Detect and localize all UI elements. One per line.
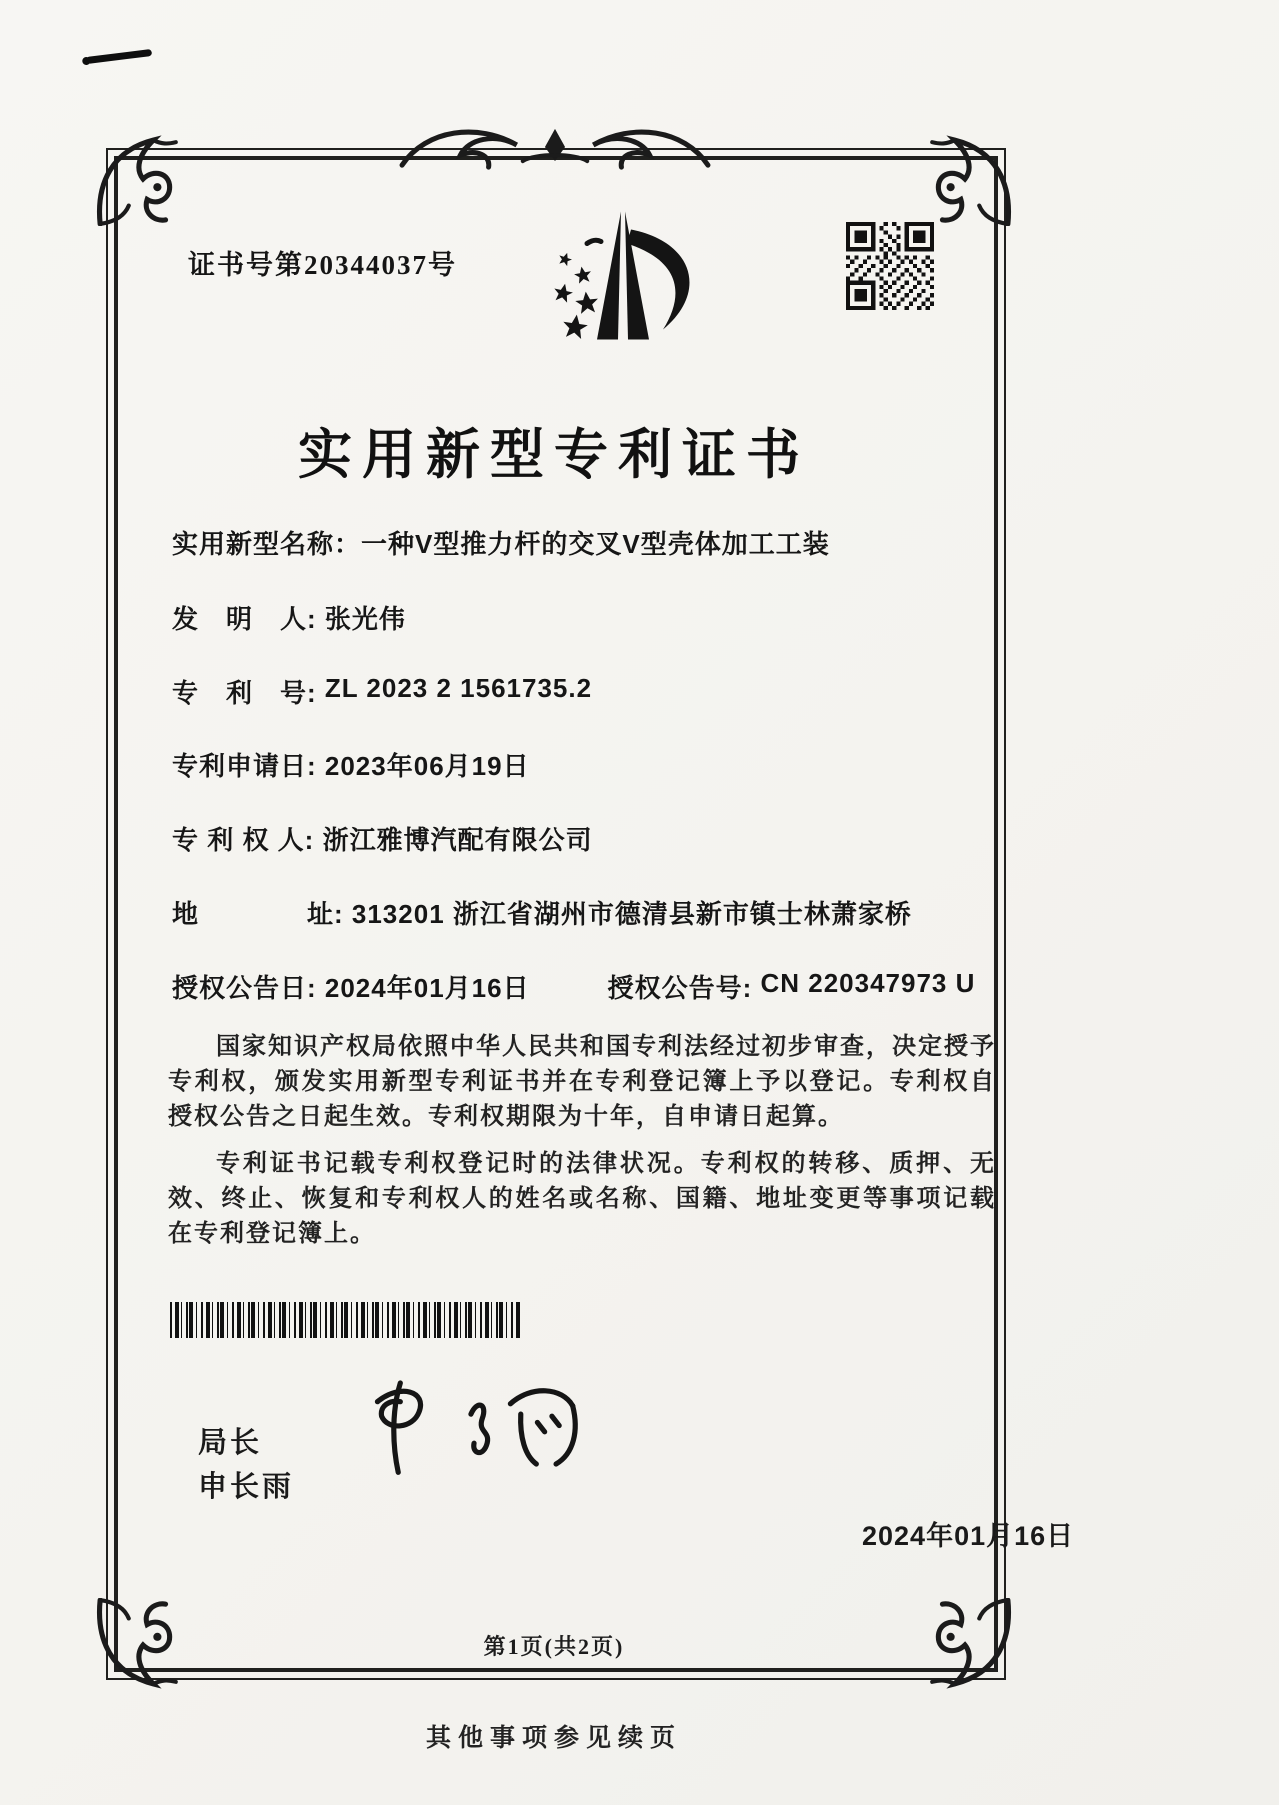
qr-code-icon — [845, 222, 935, 310]
field-label: 专 利 号: — [172, 678, 325, 708]
field-value: 313201 浙江省湖州市德清县新市镇士林萧家桥 — [351, 899, 912, 929]
corner-flourish-icon — [922, 134, 1014, 226]
field-utility-model-name — [172, 524, 1002, 561]
field-address — [172, 894, 1002, 931]
field-patent-number — [172, 673, 1002, 710]
field-value: 张光伟 — [324, 604, 406, 634]
top-border-ornament-icon — [394, 116, 716, 178]
director-signature-icon — [338, 1356, 608, 1491]
field-value: 浙江雅博汽配有限公司 — [322, 825, 593, 855]
certificate-title: 实用新型专利证书 — [298, 425, 810, 485]
field-label: 发 明 人: — [172, 604, 325, 634]
field-grant-announcement — [172, 968, 1002, 1005]
field-inventor — [172, 599, 1002, 636]
field-value: ZL 2023 2 1561735.2 — [324, 673, 593, 703]
page-indicator: 第1页(共2页) — [483, 1634, 625, 1659]
signer-name: 申长雨 — [198, 1471, 295, 1503]
continuation-note: 其他事项参见续页 — [425, 1725, 682, 1752]
field-label: 地 址: — [172, 899, 352, 929]
field-value: 一种V型推力杆的交叉V型壳体加工工装 — [361, 529, 830, 559]
field-value: CN 220347973 U — [760, 968, 976, 998]
field-patentee — [172, 820, 1002, 857]
field-label: 实用新型名称： — [172, 529, 362, 559]
barcode-icon — [170, 1302, 522, 1338]
certificate-number: 证书号第20344037号 — [188, 250, 457, 280]
legal-text-block — [168, 1030, 996, 1264]
field-label: 授权公告日: — [172, 973, 325, 1003]
signer-role: 局长 — [198, 1427, 263, 1459]
legal-paragraph: 国家知识产权局依照中华人民共和国专利法经过初步审查，决定授予专利权，颁发实用新型专利证书并在专利登记簿上予以登记。专利权自授权公告之日起生效。专利权期限为十年，自申请日起算。 — [168, 1034, 996, 1130]
issue-date: 2024年01月16日 — [862, 1521, 1075, 1551]
scan-artifact-mark — [86, 49, 152, 64]
corner-flourish-icon — [94, 134, 186, 226]
field-label: 专 利 权 人: — [172, 825, 323, 855]
field-value: 2023年06月19日 — [324, 751, 530, 781]
field-filing-date — [172, 746, 1002, 783]
legal-paragraph: 专利证书记载专利权登记时的法律状况。专利权的转移、质押、无效、终止、恢复和专利权人的姓名或名称、国籍、地址变更等事项记载在专利登记簿上。 — [168, 1151, 996, 1247]
field-value: 2024年01月16日 — [324, 973, 530, 1003]
cnipa-logo-icon — [535, 205, 735, 350]
field-label: 授权公告号: — [607, 973, 761, 1003]
field-label: 专利申请日: — [172, 751, 325, 781]
